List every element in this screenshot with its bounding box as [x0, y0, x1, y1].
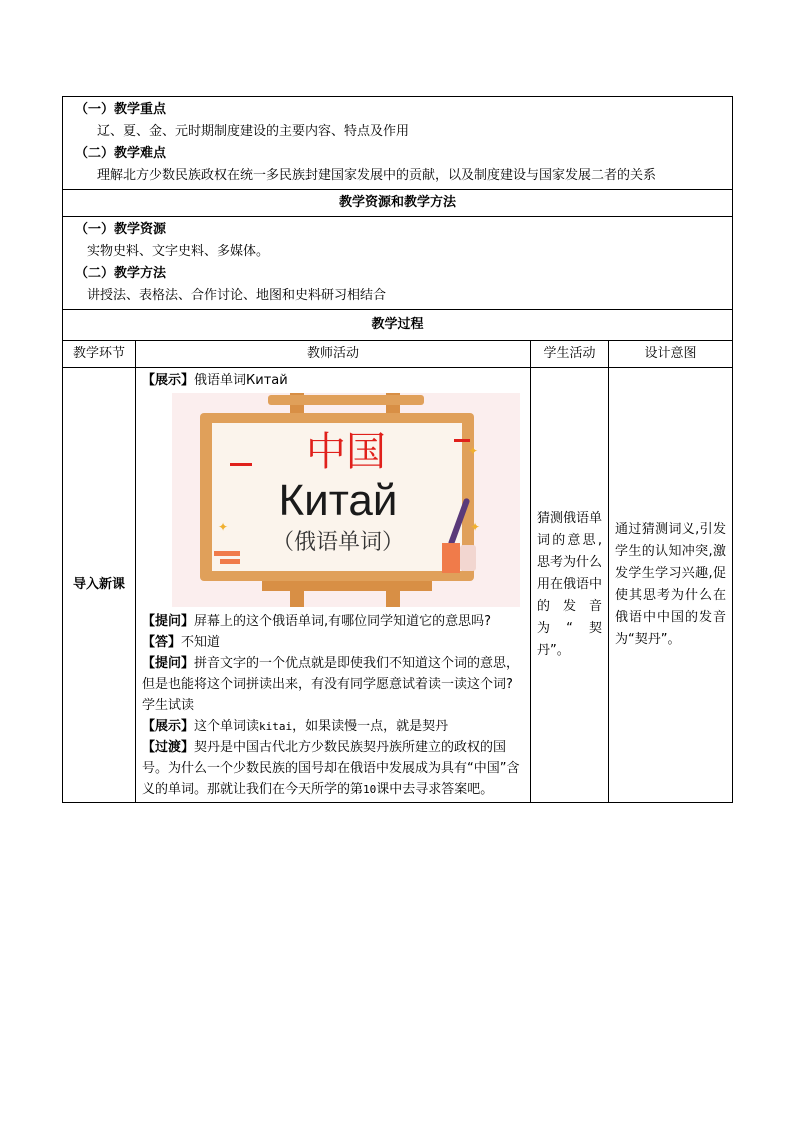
deco-star-2: ✦ — [468, 444, 479, 458]
question1-line — [142, 611, 524, 632]
show2-tag: 【展示】 — [142, 719, 195, 734]
intro-row — [63, 368, 733, 803]
process-title: 教学过程 — [63, 310, 733, 341]
focus-difficulty-row — [63, 97, 733, 190]
q1-text: 屏幕上的这个俄语单词,有哪位同学知道它的意思吗? — [194, 614, 492, 629]
col-header-design: 设计意图 — [609, 341, 733, 368]
show1-line — [142, 370, 524, 391]
slide-caption: （俄语单词） — [271, 530, 405, 555]
q2-tag: 【提问】 — [142, 656, 195, 671]
resources-methods-row — [63, 217, 733, 310]
difficulty-text: 理解北方少数民族政权在统一多民族封建国家发展中的贡献，以及制度建设与国家发展二者的关系 — [97, 168, 657, 183]
easel-shelf — [262, 581, 432, 591]
difficulty-heading: （二）教学难点 — [75, 146, 167, 161]
q1-tag: 【提问】 — [142, 614, 195, 629]
resources-title: 教学资源和教学方法 — [63, 190, 733, 217]
methods-heading: （二）教学方法 — [75, 266, 167, 281]
col-header-teacher: 教师活动 — [136, 341, 531, 368]
show2-word: kitai — [259, 720, 293, 733]
a1-tag: 【答】 — [142, 635, 182, 650]
q2-text: 拼音文字的一个优点就是即使我们不知道这个词的意思，但是也能将这个词拼读出来，有没有同学愿意试着读一读这个词? — [142, 656, 520, 692]
trans-tag: 【过渡】 — [142, 740, 195, 755]
trans-num: 10 — [363, 783, 377, 796]
show2-post: ，如果读慢一点，就是契丹 — [292, 719, 449, 734]
resources-text: 实物史料、文字史料、多媒体。 — [87, 244, 270, 259]
design-intent: 通过猜测词义,引发学生的认知冲突,激发学生学习兴趣,促使其思考为什么在俄语中中国的发音为“契丹”。 — [609, 368, 733, 803]
question2-line — [142, 653, 524, 695]
student-try-line: 学生试读 — [142, 698, 195, 713]
deco-star-3: ✦ — [470, 520, 481, 534]
column-header-row — [63, 341, 733, 368]
col-header-student: 学生活动 — [531, 341, 609, 368]
paint-tube-icon — [442, 543, 460, 573]
trans-text1: 契丹是中国古代北方少数民族契丹族所建立的政权的国号。为什么一个少数民族的国号却在俄语中发展成为具有“中国”含义的单词。那就让我们在今天所学的第 — [142, 740, 520, 797]
focus-text: 辽、夏、金、元时期制度建设的主要内容、特点及作用 — [97, 124, 410, 139]
show1-text: 俄语单词Китай — [194, 373, 288, 388]
col-header-stage: 教学环节 — [63, 341, 136, 368]
a1-text: 不知道 — [181, 635, 221, 650]
resources-heading: （一）教学资源 — [75, 222, 167, 237]
resources-title-row — [63, 190, 733, 217]
focus-heading: （一）教学重点 — [75, 102, 167, 117]
deco-dash-right — [454, 439, 470, 442]
deco-bar-2 — [220, 559, 240, 564]
kitai-slide-image — [172, 393, 520, 607]
show2-line — [142, 716, 524, 737]
paint-cap-icon — [460, 545, 476, 571]
slide-russian-word: Китай — [278, 476, 398, 525]
transition-line — [142, 737, 524, 800]
methods-text: 讲授法、表格法、合作讨论、地图和史料研习相结合 — [87, 288, 387, 303]
trans-text2: 课中去寻求答案吧。 — [376, 782, 494, 797]
lesson-table — [62, 96, 733, 803]
deco-dash-left — [230, 463, 252, 466]
show2-pre: 这个单词读 — [194, 719, 260, 734]
show1-tag: 【展示】 — [142, 373, 195, 388]
teacher-activity — [136, 368, 531, 803]
deco-bar-1 — [214, 551, 240, 556]
student-activity: 猜测俄语单词的意思,思考为什么用在俄语中的发音为“契丹”。 — [531, 368, 609, 803]
stage-cell: 导入新课 — [63, 368, 136, 803]
process-title-row — [63, 310, 733, 341]
deco-star-1: ✦ — [218, 520, 229, 534]
easel-top-bar — [268, 395, 424, 405]
slide-chinese-word: 中国 — [306, 429, 386, 475]
answer1-line — [142, 632, 524, 653]
lesson-plan — [62, 96, 732, 803]
